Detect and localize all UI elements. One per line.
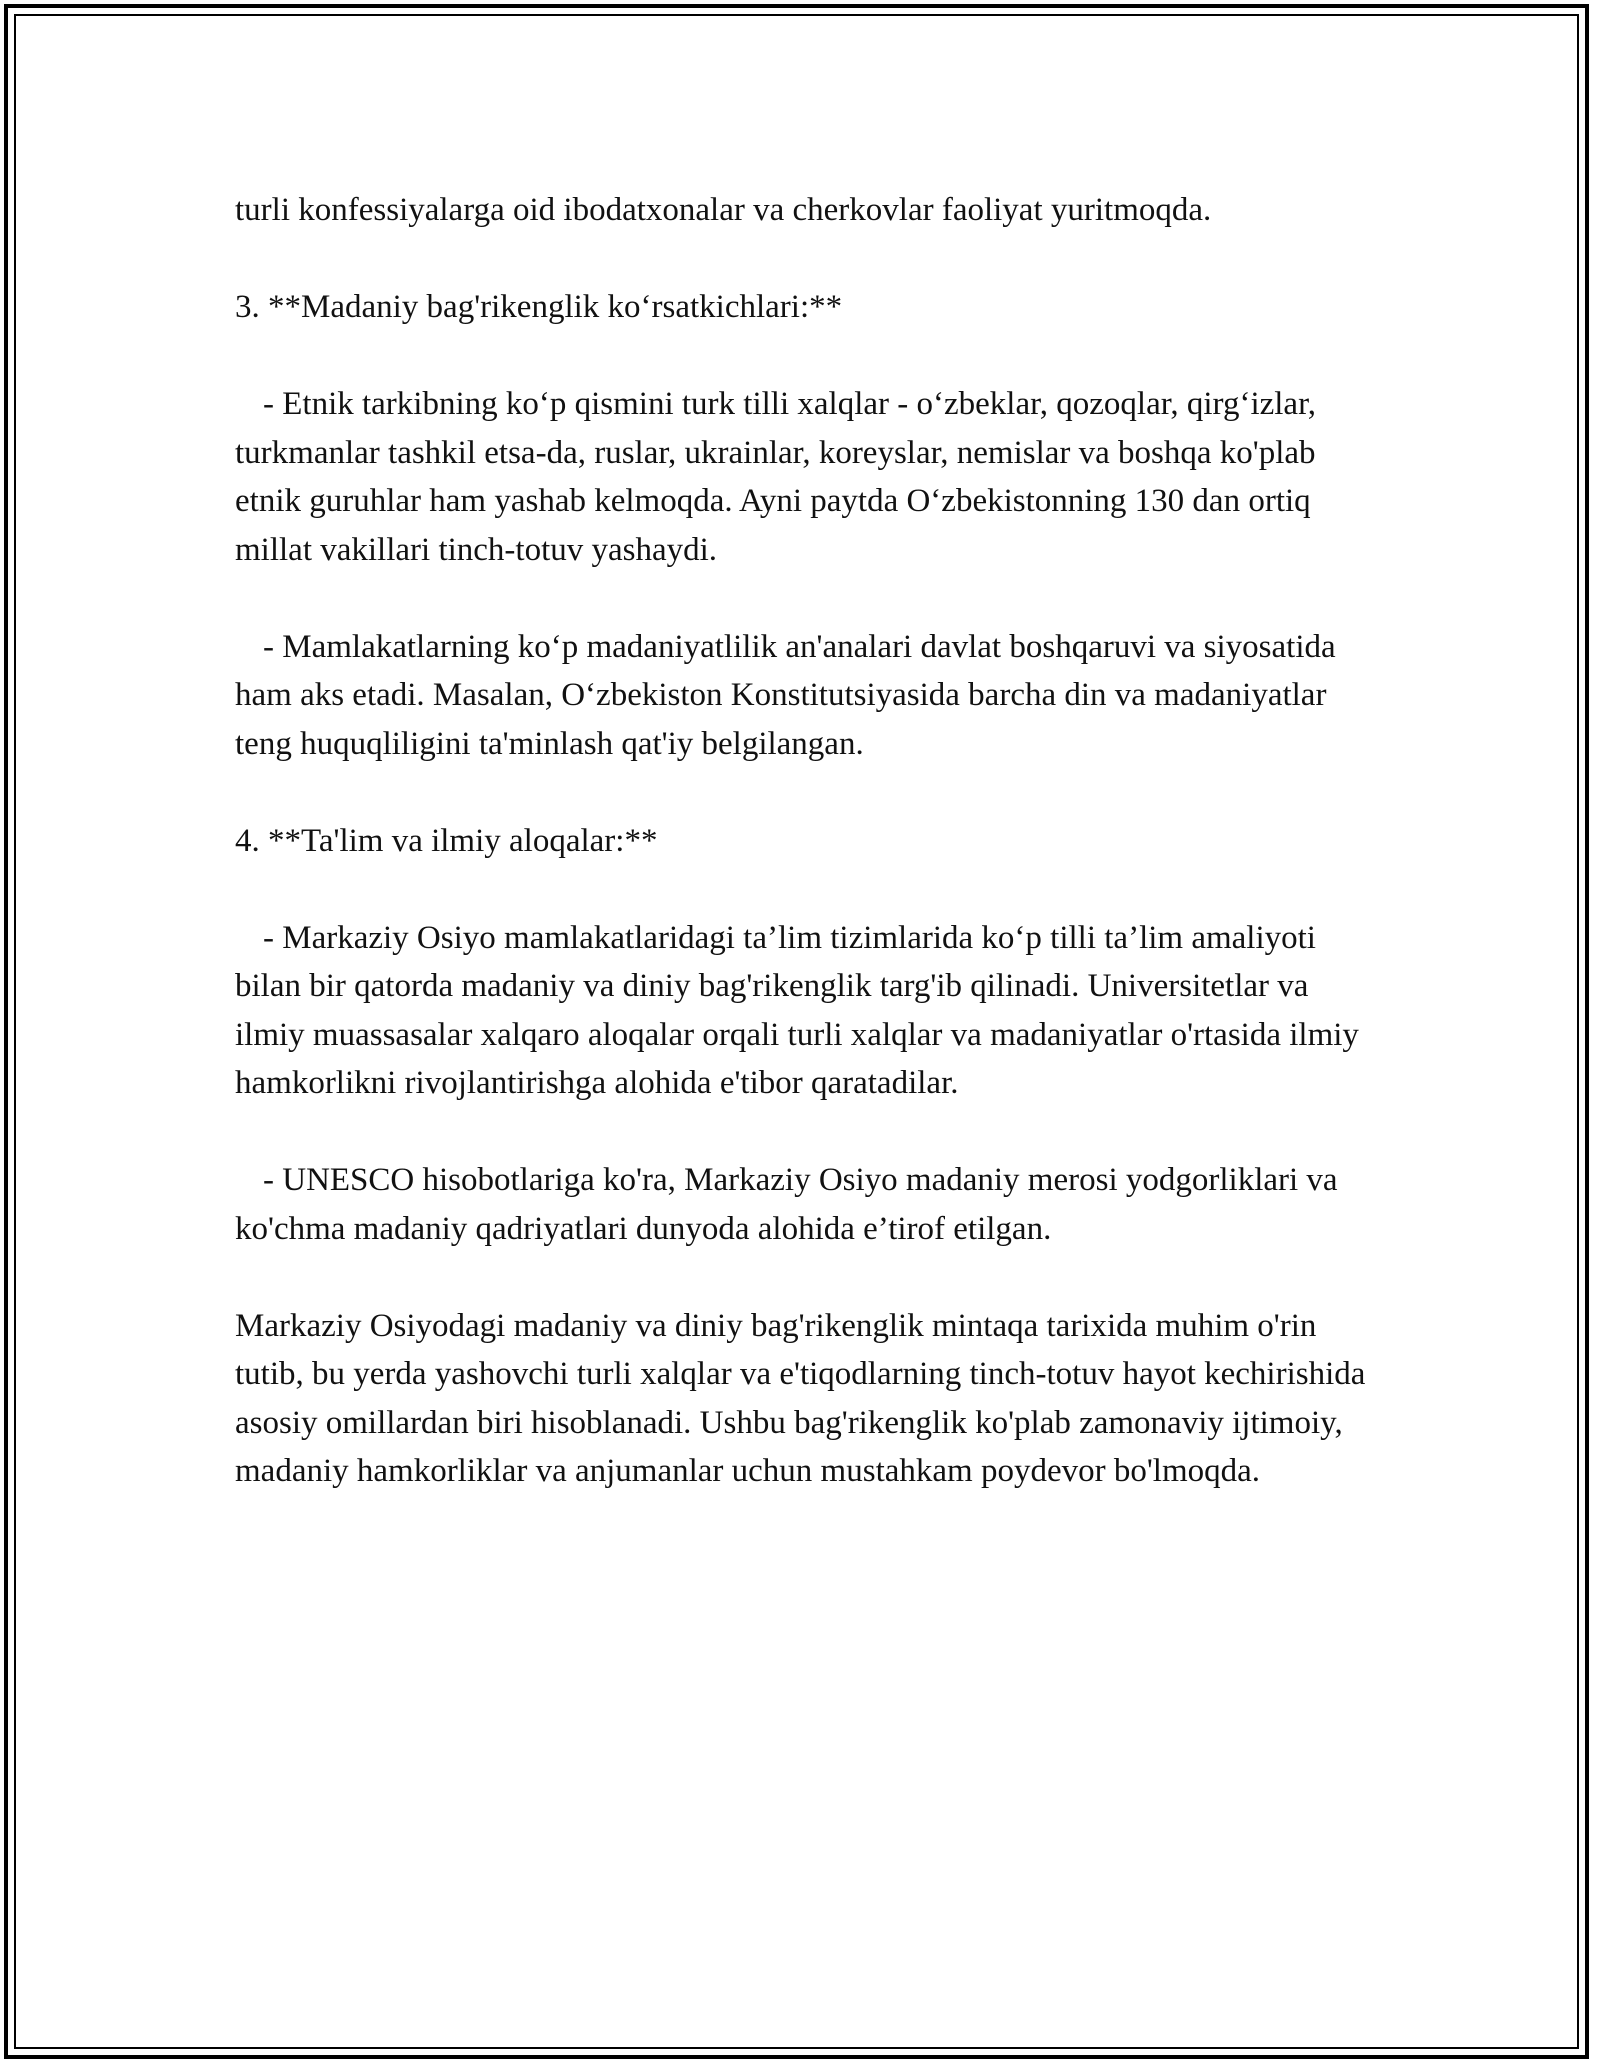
bullet-multicultural-policy [235, 623, 1375, 769]
bullet-education-systems-text: - Markaziy Osiyo mamlakatlaridagi ta’lim tizimlarida ko‘p tilli ta’lim amaliyoti bilan bir qatorda madaniy va diniy bag'rikenglik targ'ib qilinadi. Universitetlar va ilmiy muassasalar xalqaro aloqalar orqali turli xalqlar va madaniyatlar o'rtasida ilmiy hamkorlikni rivojlantirishga alohida e'tibor qaratadilar. [235, 919, 1368, 1101]
conclusion-paragraph: Markaziy Osiyodagi madaniy va diniy bag'rikenglik mintaqa tarixida muhim o'rin tutib, bu yerda yashovchi turli xalqlar va e'tiqodlarning tinch-totuv hayot kechirishida asosiy omillardan biri hisoblanadi. Ushbu bag'rikenglik ko'plab zamonaviy ijtimoiy, madaniy hamkorliklar va anjumanlar uchun mustahkam poydevor bo'lmoqda. [235, 1307, 1374, 1489]
paragraph-continuation: turli konfessiyalarga oid ibodatxonalar va cherkovlar faoliyat yuritmoqda. [235, 192, 1212, 228]
section-heading-3: 3. **Madaniy bag'rikenglik ko‘rsatkichlari:** [235, 289, 843, 325]
bullet-unesco-text: - UNESCO hisobotlariga ko'ra, Markaziy Osiyo madaniy merosi yodgorliklari va ko'chma madaniy qadriyatlari dunyoda alohida e’tirof etilgan. [235, 1162, 1346, 1247]
bullet-ethnic-composition-text: - Etnik tarkibning ko‘p qismini turk tilli xalqlar - o‘zbeklar, qozoqlar, qirg‘izlar, turkmanlar tashkil etsa-da, ruslar, ukrainlar, koreyslar, nemislar va boshqa ko'plab etnik guruhlar ham yashab kelmoqda. Ayni paytda O‘zbekistonning 130 dan ortiq millat vakillari tinch-totuv yashaydi. [235, 386, 1325, 568]
bullet-ethnic-composition [235, 380, 1375, 574]
bullet-unesco [235, 1156, 1375, 1253]
section-heading-4: 4. **Ta'lim va ilmiy aloqalar:** [235, 822, 658, 859]
bullet-multicultural-policy-text: - Mamlakatlarning ko‘p madaniyatlilik an'analari davlat boshqaruvi va siyosatida ham aks etadi. Masalan, O‘zbekiston Konstitutsiyasida barcha din va madaniyatlar teng huquqliligini ta'minlash qat'iy belgilangan. [235, 628, 1344, 762]
document-body [235, 186, 1375, 1496]
bullet-education-systems [235, 914, 1375, 1108]
